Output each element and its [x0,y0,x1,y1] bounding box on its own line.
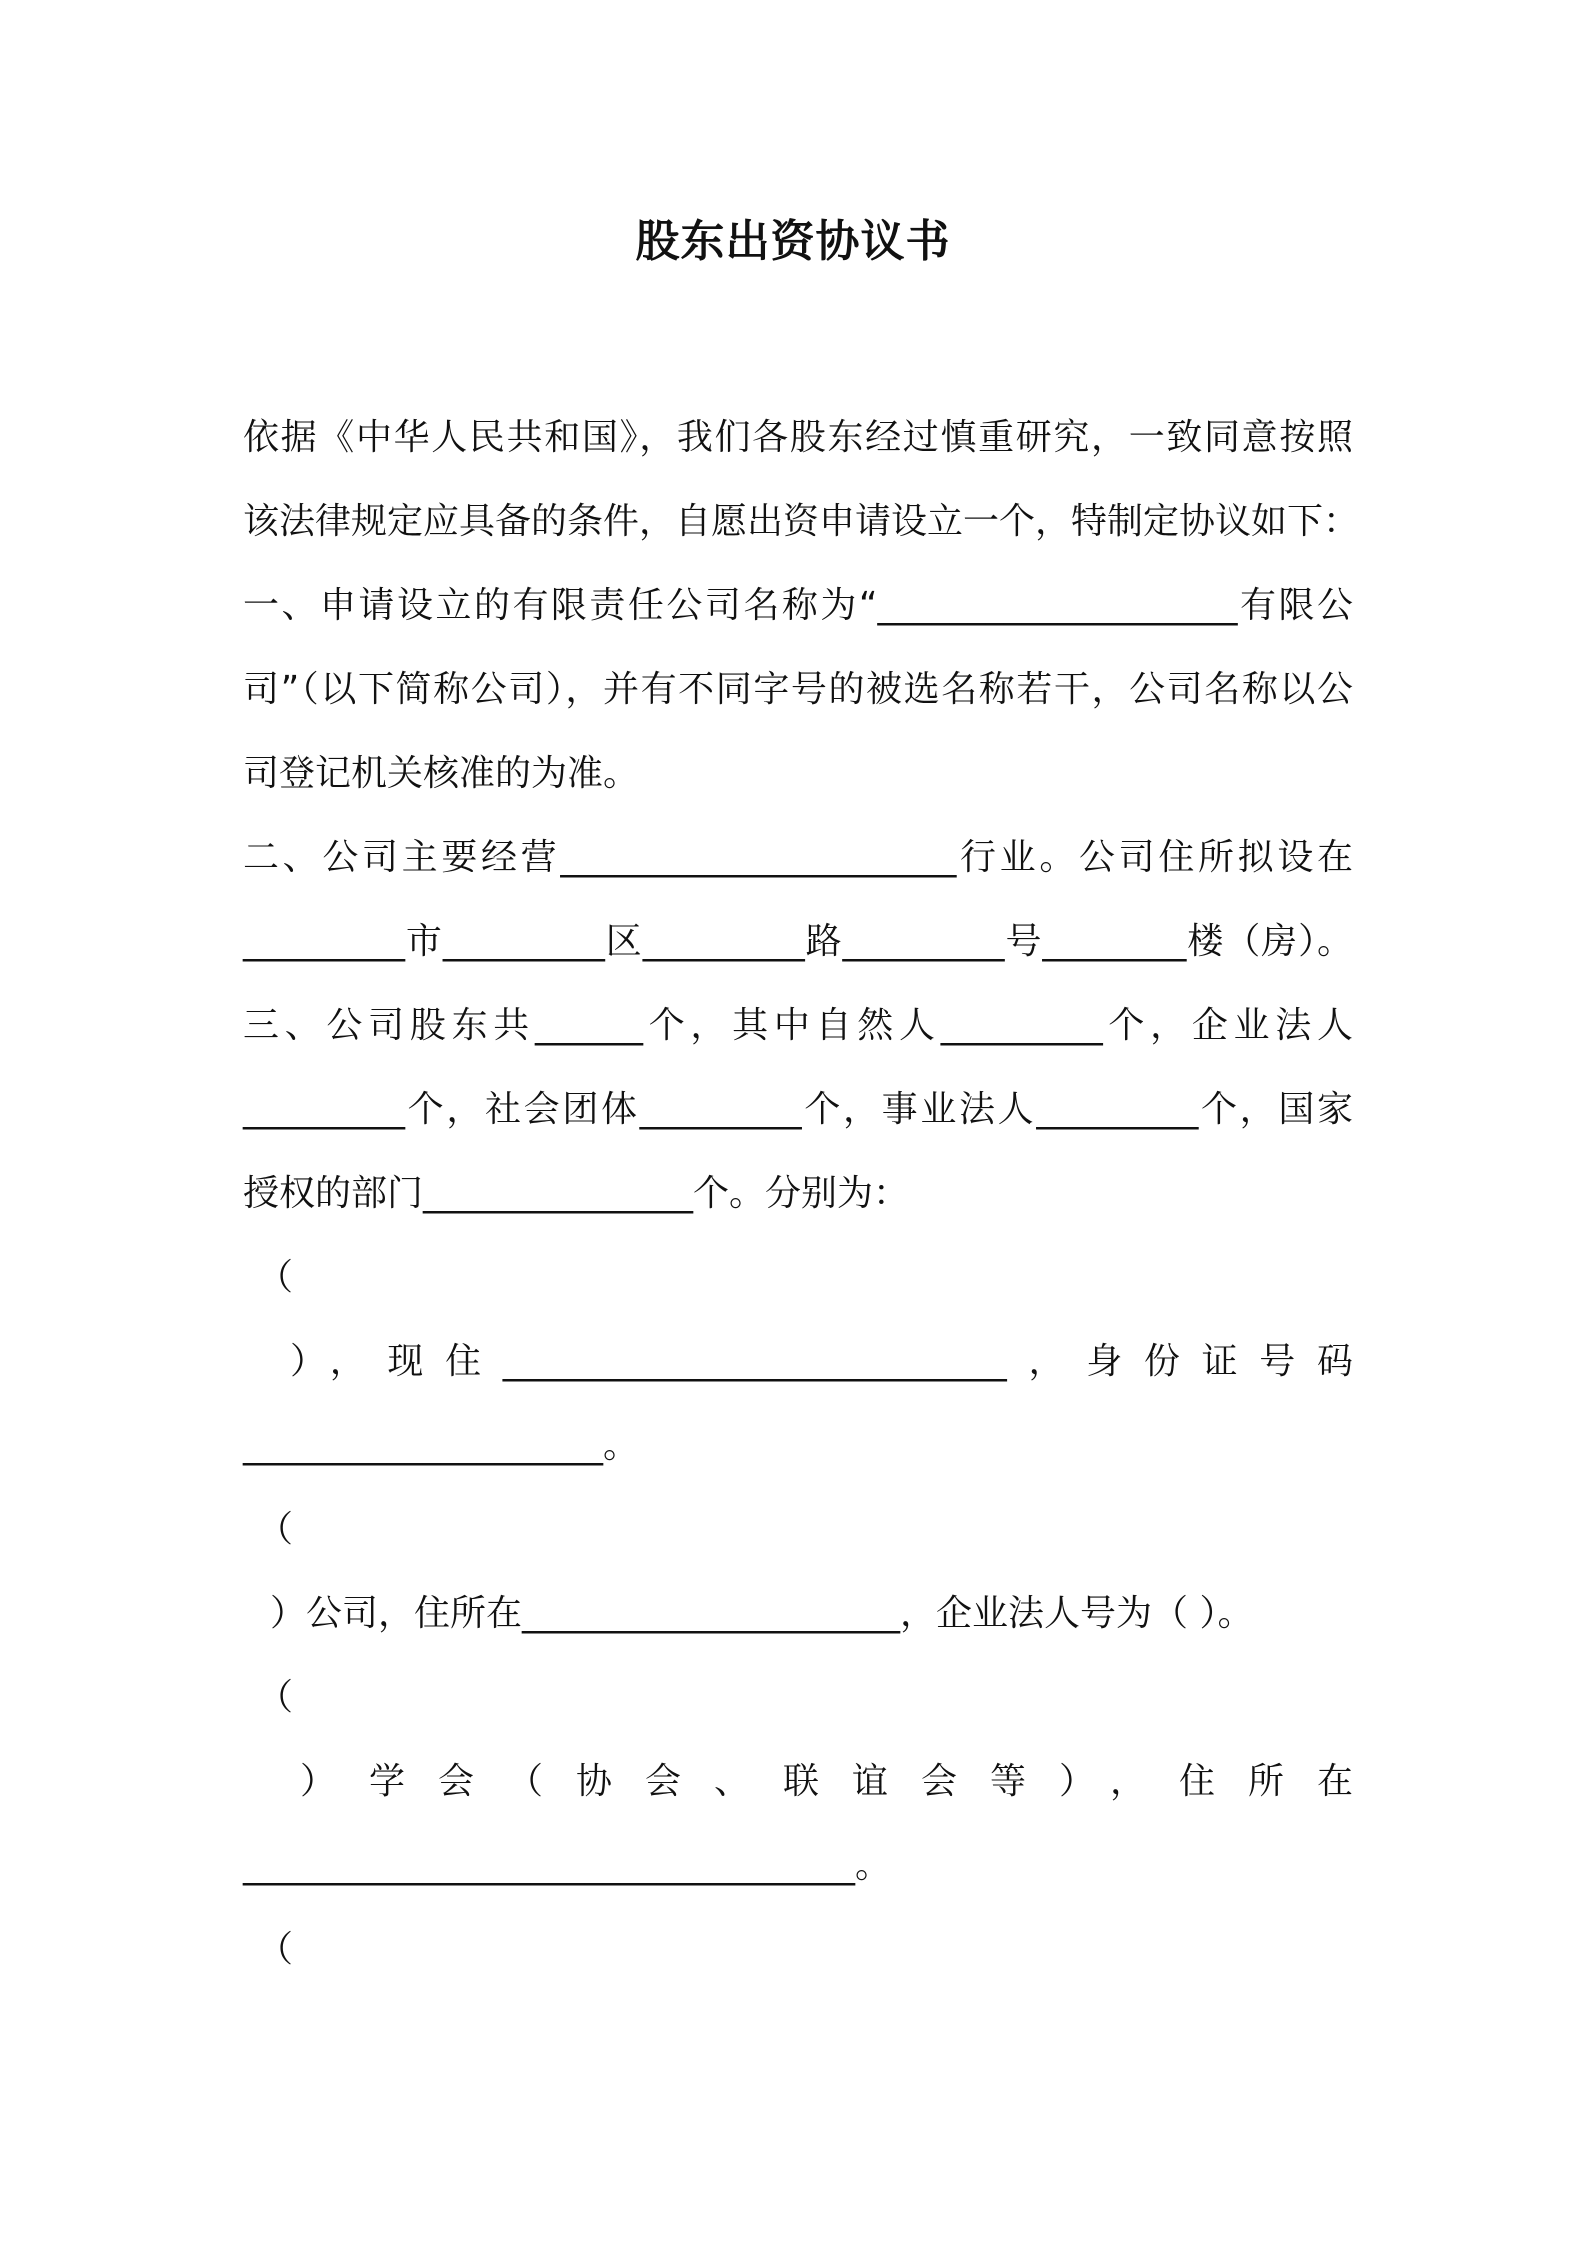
clause-3-line: 三、公司股东共______个，其中自然人_________个，企业法人 [243,1005,1353,1046]
shareholder-entry-line: __________________________________。 [243,1845,891,1886]
clause-1-line: 司”（以下简称公司），并有不同字号的被选名称若干，公司名称以公 [243,669,1353,710]
clause-3-line: _________个，社会团体_________个，事业法人_________个，国家 [243,1089,1353,1130]
paragraph-line: 该法律规定应具备的条件，自愿出资申请设立一个，特制定协议如下： [243,501,1360,542]
clause-2-line: _________市_________区_________路_________号________楼（房）。 [243,921,1353,962]
shareholder-entry-line: ____________________。 [243,1425,639,1466]
clause-3-line: 授权的部门_______________个。分别为： [243,1173,910,1214]
clause-2-line: 二、公司主要经营______________________行业。公司住所拟设在 [243,837,1353,878]
paragraph-line: 依据《中华人民共和国》，我们各股东经过慎重研究，一致同意按照 [243,417,1353,458]
shareholder-entry-line: ），现住____________________________，身份证号码 [290,1341,1353,1382]
shareholder-entry-open: （ [257,1257,294,1298]
clause-1-line: 一、申请设立的有限责任公司名称为“____________________有限公 [243,585,1353,626]
shareholder-entry-open: （ [257,1929,294,1970]
shareholder-entry-open: （ [257,1677,294,1718]
document-title: 股东出资协议书 [635,216,951,267]
shareholder-entry-open: （ [257,1509,294,1550]
shareholder-entry-line: ）学会（协会、联谊会等），住所在 [300,1761,1353,1802]
clause-1-line: 司登记机关核准的为准。 [243,753,640,794]
shareholder-entry-line: ）公司，住所在_____________________，企业法人号为（ ）。 [270,1593,1254,1634]
